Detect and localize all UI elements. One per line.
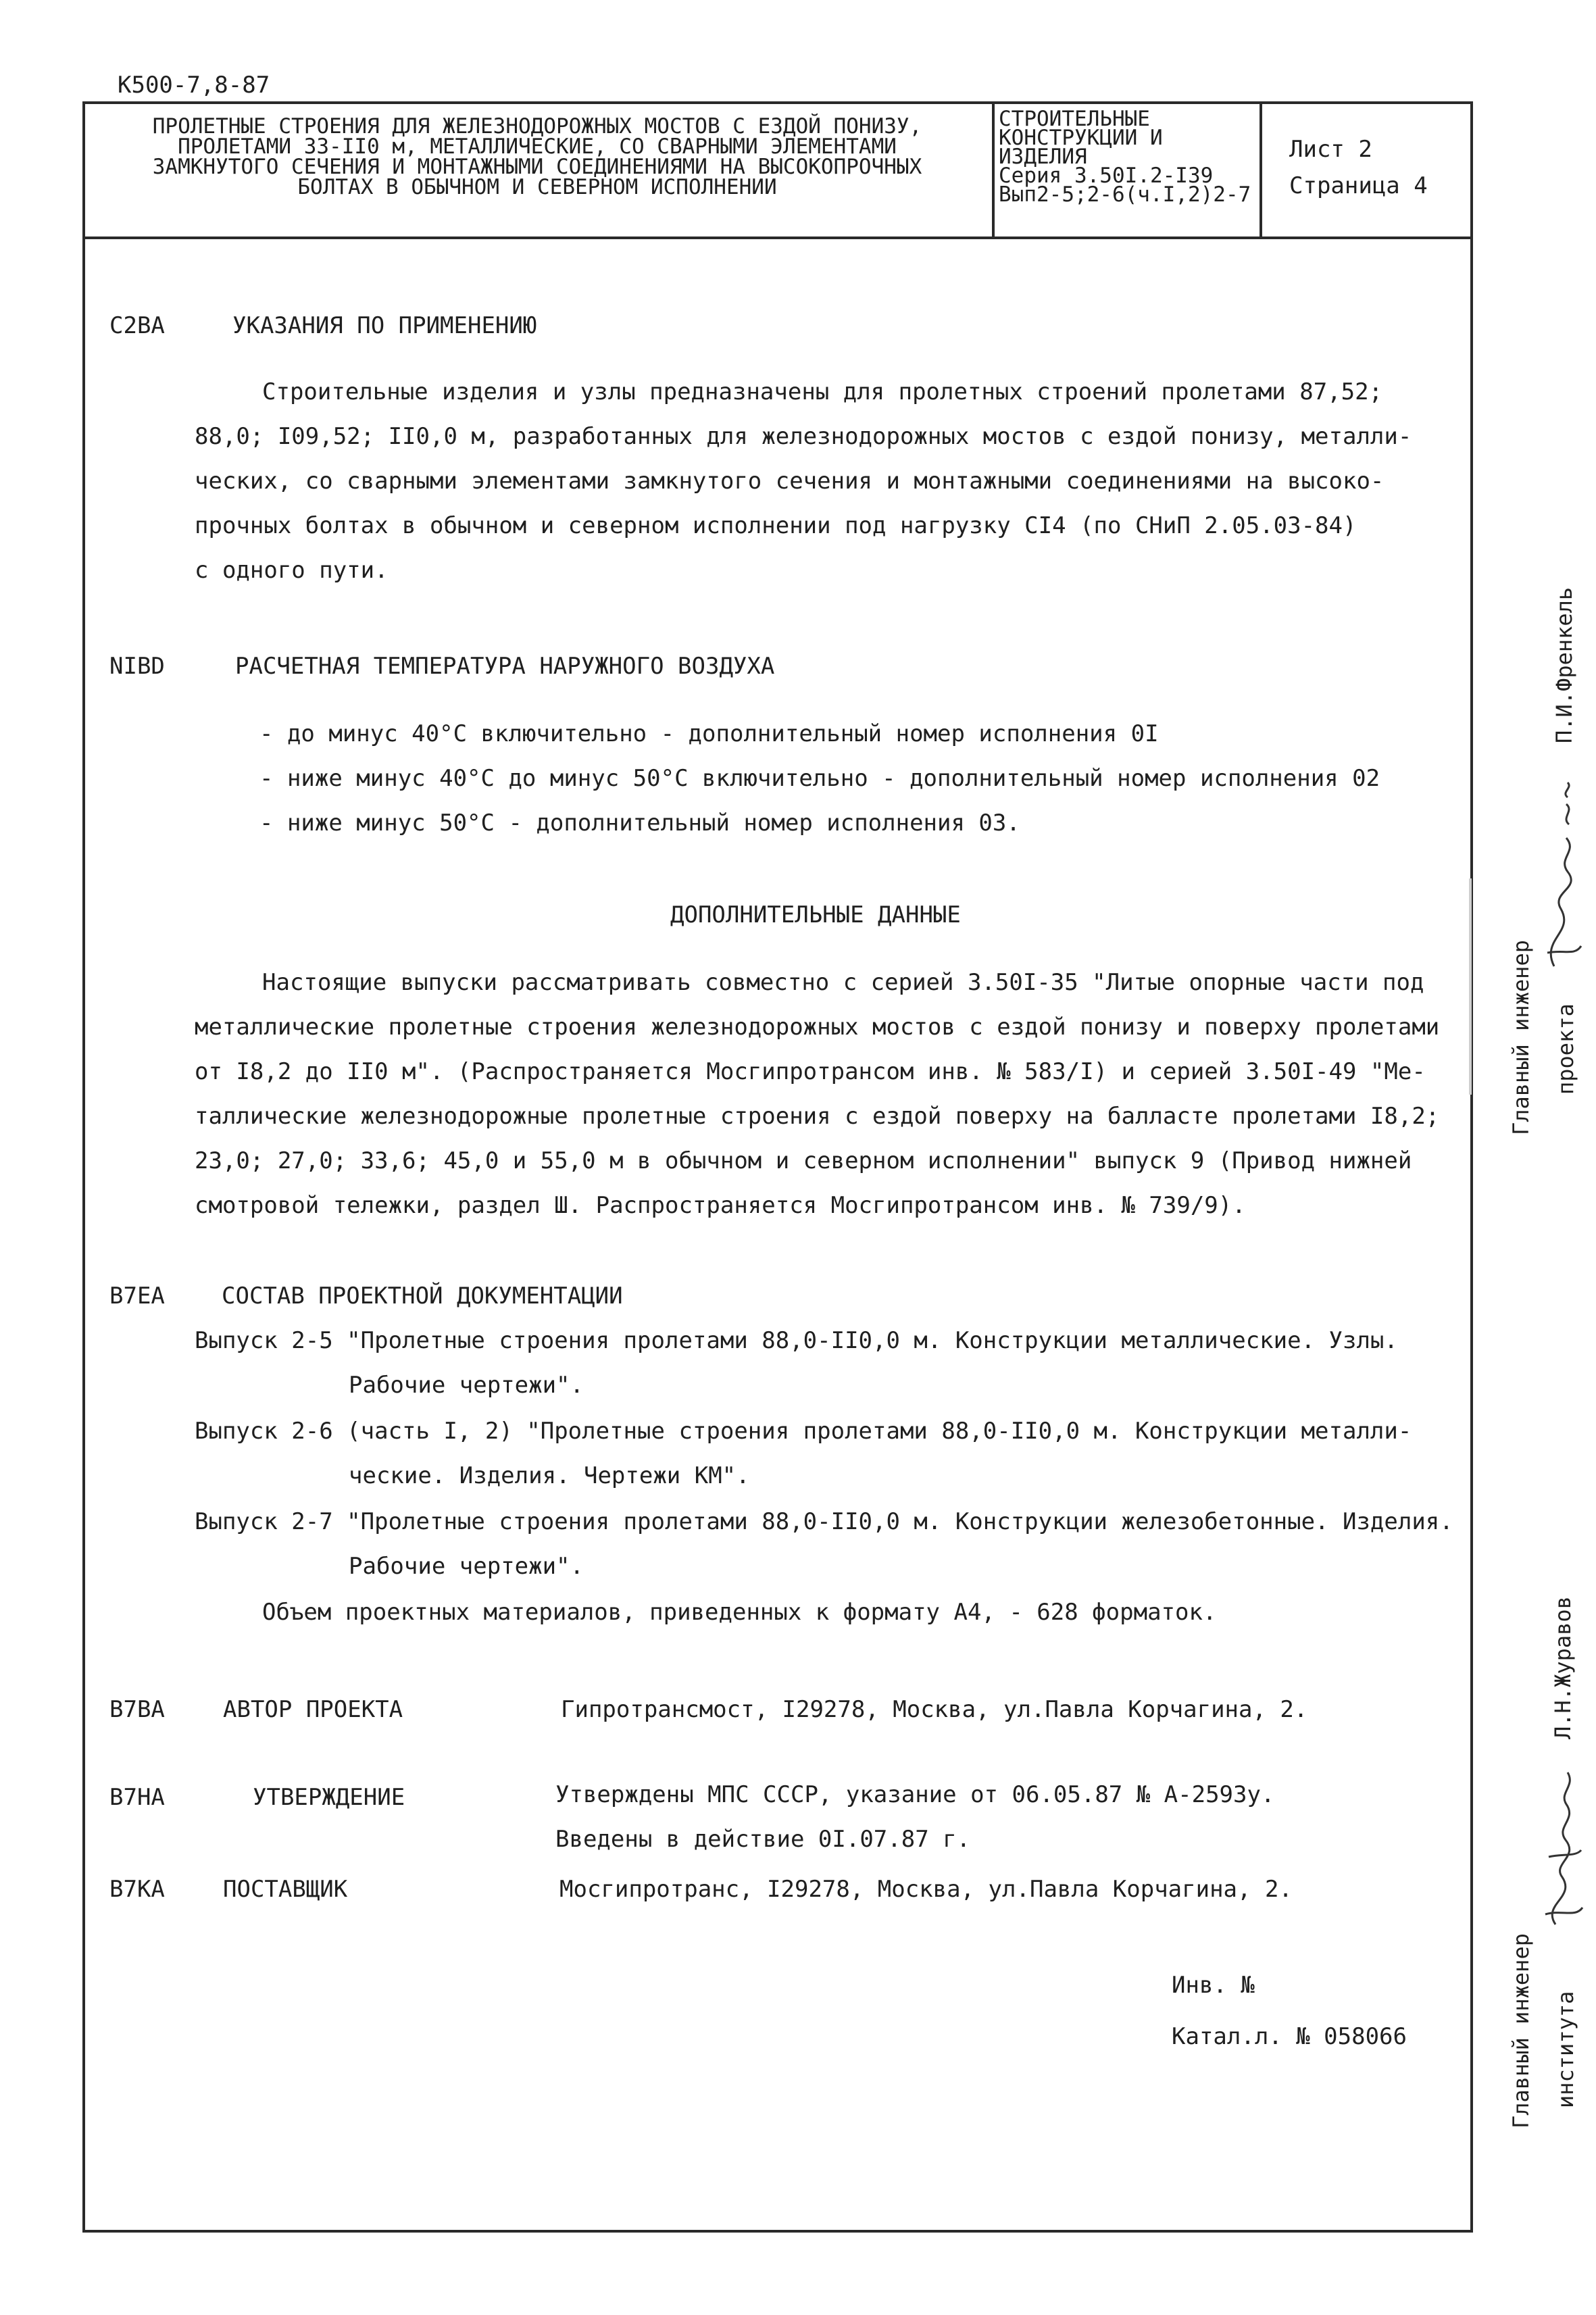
inventory-number: Инв. № (1172, 1972, 1255, 1999)
page-number: Страница 4 (1289, 172, 1428, 199)
margin-role: проекта (1553, 1003, 1578, 1095)
sheet-info (1289, 131, 1428, 204)
section-heading: РАСЧЕТНАЯ ТЕМПЕРАТУРА НАРУЖНОГО ВОЗДУХА (235, 653, 775, 680)
issue-line: ческие. Изделия. Чертежи КМ". (349, 1462, 750, 1489)
category-line: СТРОИТЕЛЬНЫЕ (999, 107, 1150, 131)
paragraph-line: 23,0; 27,0; 33,6; 45,0 и 55,0 м в обычном и северном исполнении" выпуск 9 (Привод нижней (195, 1147, 1412, 1174)
margin-name: Л.Н.Журавов (1550, 1596, 1576, 1739)
section-temperature (109, 653, 1447, 849)
section-code: B7HA (109, 1784, 165, 1811)
section-code: NIBD (109, 653, 165, 680)
approval-line: Введены в действие 0I.07.87 г. (555, 1826, 971, 1853)
section-heading: ПОСТАВЩИК (223, 1876, 348, 1903)
section-heading: УКАЗАНИЯ ПО ПРИМЕНЕНИЮ (232, 312, 537, 339)
signature-zhuravov (1528, 1756, 1589, 1931)
issue-line: Выпуск 2-5 "Пролетные строения пролетами 88,0-II0,0 м. Конструкции металлические. Узлы. (195, 1327, 1398, 1354)
sheet-number: Лист 2 (1289, 136, 1372, 163)
section-code: B7KA (109, 1876, 165, 1903)
margin-role: Главный инженер (1508, 1933, 1534, 2129)
section-application (109, 312, 1447, 596)
document-code: К500-7,8-87 (118, 72, 270, 99)
approval-line: Утверждены МПС СССР, указание от 06.05.87 № А-2593у. (555, 1781, 1275, 1808)
volume-line: Объем проектных материалов, приведенных к формату А4, - 628 форматок. (262, 1599, 1217, 1626)
paragraph-line: прочных болтах в обычном и северном исполнении под нагрузку СI4 (по СНиП 2.05.03-84) (195, 512, 1357, 539)
issue-line: Рабочие чертежи". (349, 1372, 584, 1399)
category-line: КОНСТРУКЦИИ И (999, 126, 1163, 150)
section-heading: УТВЕРЖДЕНИЕ (253, 1784, 405, 1811)
paragraph-line: от I8,2 до II0 м". (Распространяется Мосгипротрансом инв. № 583/I) и серией 3.50I-49 "Ме- (195, 1058, 1426, 1085)
document-title (82, 116, 992, 197)
category-line: ИЗДЕЛИЯ (999, 145, 1087, 169)
section-additional (109, 901, 1447, 1226)
paragraph-line: ческих, со сварными элементами замкнутого сечения и монтажными соединениями на высоко- (195, 468, 1385, 495)
signature-frenkel (1534, 770, 1591, 973)
section-composition (109, 1283, 1453, 1647)
section-code: C2BA (109, 312, 165, 339)
section-heading: АВТОР ПРОЕКТА (223, 1696, 403, 1723)
paragraph-line: металлические пролетные строения железнодорожных мостов с ездой понизу и поверху пролетами (195, 1014, 1440, 1041)
margin-role: Главный инженер (1508, 940, 1534, 1135)
paragraph-line: смотровой тележки, раздел Ш. Распространяется Мосгипротрансом инв. № 739/9). (195, 1192, 1246, 1219)
section-heading: ДОПОЛНИТЕЛЬНЫЕ ДАННЫЕ (670, 901, 961, 928)
paragraph-line: Настоящие выпуски рассматривать совместно с серией 3.50I-35 "Литые опорные части под (262, 969, 1424, 996)
author-value: Гипротрансмост, I29278, Москва, ул.Павла Корчагина, 2. (561, 1696, 1308, 1723)
section-supplier (109, 1876, 1447, 1910)
issue-line: Выпуск 2-6 (часть I, 2) "Пролетные строения пролетами 88,0-II0,0 м. Конструкции металли- (195, 1418, 1412, 1445)
title-divider (1260, 101, 1262, 237)
title-block (82, 101, 1473, 239)
margin-divider (1469, 878, 1472, 1095)
margin-role: института (1553, 1991, 1578, 2108)
temperature-item: - ниже минус 50°С - дополнительный номер исполнения 03. (259, 810, 1020, 837)
title-line: ПРОЛЕТНЫЕ СТРОЕНИЯ ДЛЯ ЖЕЛЕЗНОДОРОЖНЫХ МОСТОВ С ЕЗДОЙ ПОНИЗУ, (152, 114, 922, 139)
section-heading: СОСТАВ ПРОЕКТНОЙ ДОКУМЕНТАЦИИ (222, 1283, 623, 1310)
issue-line: Выпуск 2-7 "Пролетные строения пролетами 88,0-II0,0 м. Конструкции железобетонные. Изделия. (195, 1508, 1453, 1535)
supplier-value: Мосгипротранс, I29278, Москва, ул.Павла Корчагина, 2. (559, 1876, 1293, 1903)
title-line: БОЛТАХ В ОБЫЧНОМ И СЕВЕРНОМ ИСПОЛНЕНИИ (297, 175, 777, 199)
section-author (109, 1696, 1447, 1730)
title-divider (992, 101, 995, 237)
paragraph-line: Строительные изделия и узлы предназначены для пролетных строений пролетами 87,52; (262, 378, 1383, 405)
section-approval (109, 1781, 1447, 1862)
series-info (999, 107, 1251, 207)
paragraph-line: таллические железнодорожные пролетные строения с ездой поверху на балласте пролетами I8,2; (195, 1103, 1440, 1130)
paragraph-line: с одного пути. (195, 557, 389, 584)
issue-line: Рабочие чертежи". (349, 1553, 584, 1580)
paragraph-line: 88,0; I09,52; II0,0 м, разработанных для железнодорожных мостов с ездой понизу, металли- (195, 423, 1412, 450)
temperature-item: - до минус 40°С включительно - дополнительный номер исполнения 0I (259, 720, 1159, 747)
series-line: Серия 3.50I.2-I39 (999, 164, 1214, 188)
issues-line: Вып2-5;2-6(ч.I,2)2-7 (999, 182, 1251, 207)
title-line: ЗАМКНУТОГО СЕЧЕНИЯ И МОНТАЖНЫМИ СОЕДИНЕНИЯМИ НА ВЫСОКОПРОЧНЫХ (152, 155, 922, 179)
title-line: ПРОЛЕТАМИ 33-II0 м, МЕТАЛЛИЧЕСКИЕ, СО СВАРНЫМИ ЭЛЕМЕНТАМИ (178, 134, 897, 159)
section-code: B7BA (109, 1696, 165, 1723)
temperature-item: - ниже минус 40°С до минус 50°С включительно - дополнительный номер исполнения 02 (259, 765, 1380, 792)
section-code: B7EA (109, 1283, 165, 1310)
margin-name: П.И.Френкель (1551, 587, 1577, 743)
catalog-number: Катал.л. № 058066 (1172, 2023, 1407, 2050)
